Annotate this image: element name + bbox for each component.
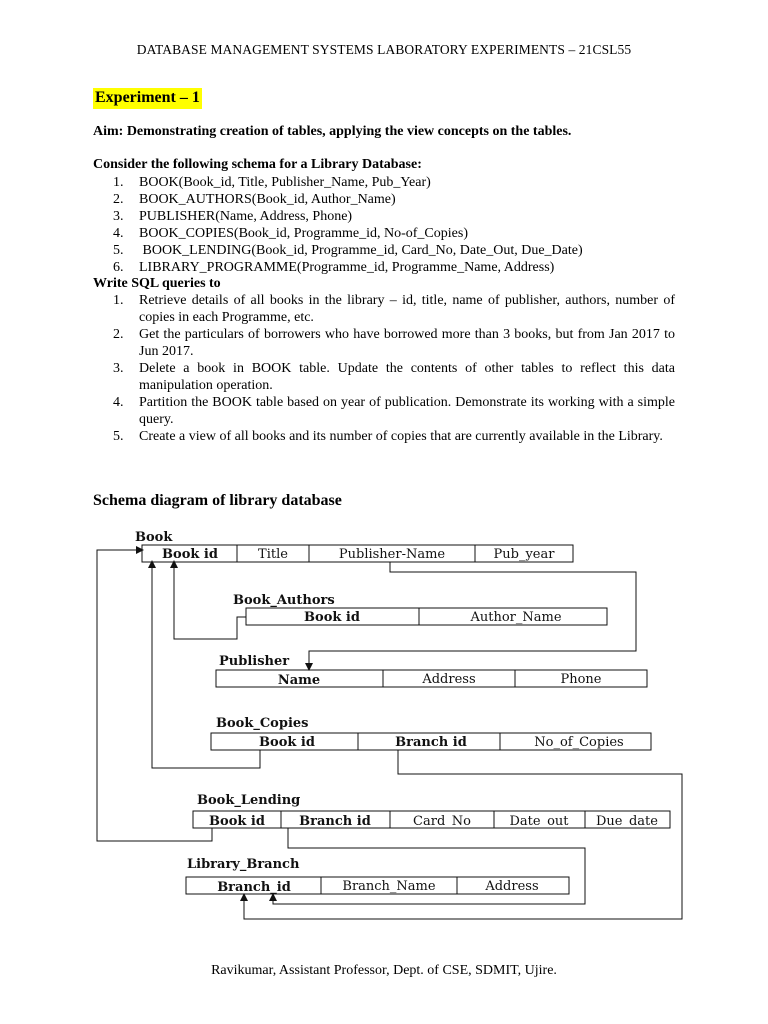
query-item [93,292,675,326]
page-footer: Ravikumar, Assistant Professor, Dept. of CSE, SDMIT, Ujire. [211,963,557,978]
book-lending-table-name: Book_Lending [197,793,301,808]
book-lending-col-card-no: Card_No [413,814,471,829]
schema-item [93,191,675,208]
schema-item-number: 1. [113,175,124,190]
schema-item-text: BOOK_COPIES(Book_id, Programme_id, No-of_Copies) [139,226,468,241]
book-authors-col-book-id: Book id [304,610,360,625]
library-branch-col-branch-id: Branch_id [217,880,291,895]
schema-item-text: BOOK_AUTHORS(Book_id, Author_Name) [139,192,396,207]
schema-item [93,208,675,225]
schema-item [93,259,675,276]
book-authors-table-name: Book_Authors [233,593,335,608]
schema-item-number: 6. [113,260,124,275]
schema-item-text: PUBLISHER(Name, Address, Phone) [139,209,353,224]
schema-item-text: LIBRARY_PROGRAMME(Programme_id, Programme_Name, Address) [139,260,555,275]
query-item-number: 1. [113,293,124,308]
book-authors-col-author-name: Author_Name [470,610,562,625]
query-item-text: Delete a book in BOOK table. Update the contents of other tables to reflect this data manipulation operation. [139,361,675,393]
schema-item-number: 3. [113,209,124,224]
query-item [93,428,675,445]
schema-item [93,174,675,191]
experiment-title: Experiment – 1 [93,88,202,109]
page-header: DATABASE MANAGEMENT SYSTEMS LABORATORY EXPERIMENTS – 21CSL55 [136,42,632,57]
query-item [93,360,675,394]
query-item-number: 4. [113,395,124,410]
query-item [93,394,675,428]
library-branch-table-name: Library_Branch [187,857,300,872]
schema-item-text: BOOK_LENDING(Book_id, Programme_id, Card_No, Date_Out, Due_Date) [139,243,583,258]
query-item [93,326,675,360]
schema-item-number: 4. [113,226,124,241]
schema-list [93,174,675,276]
book-lending-col-due-date: Due_date [596,814,658,829]
library-branch-col-branch-name: Branch_Name [342,879,436,894]
book-copies-table-name: Book_Copies [216,716,309,731]
book-col-title: Title [258,547,288,562]
library-branch-col-address: Address [485,879,539,894]
book-copies-col-branch-id: Branch id [395,735,467,750]
write-sql-heading: Write SQL queries to [93,276,221,291]
book-copies-col-book-id: Book id [259,735,315,750]
connector-lending-to-book [97,550,212,841]
book-col-pub-year: Pub_year [493,547,555,562]
schema-item-number: 5. [113,243,124,258]
book-copies-col-no-of-copies: No_of_Copies [534,735,624,750]
schema-item [93,225,675,242]
publisher-col-phone: Phone [560,672,602,687]
publisher-col-address: Address [422,672,476,687]
book-lending-col-date-out: Date_out [509,814,569,829]
diagram-title: Schema diagram of library database [93,492,342,509]
publisher-table-name: Publisher [219,654,290,669]
query-item-text: Create a view of all books and its number of copies that are currently available in the Library. [139,429,663,444]
query-item-number: 5. [113,429,124,444]
query-list [93,292,675,445]
schema-item [93,242,675,259]
publisher-col-name: Name [277,673,321,688]
book-lending-col-branch-id: Branch id [299,814,371,829]
book-col-publisher-name: Publisher-Name [338,547,446,562]
schema-item-number: 2. [113,192,124,207]
schema-diagram [0,520,768,940]
query-item-text: Retrieve details of all books in the library – id, title, name of publisher, authors, number of copies in each Programme, etc. [139,293,675,325]
book-table-name: Book [135,530,173,545]
query-item-number: 2. [113,327,124,342]
aim-text: Aim: Demonstrating creation of tables, applying the view concepts on the tables. [93,124,572,139]
book-lending-col-book-id: Book id [209,814,265,829]
query-item-number: 3. [113,361,124,376]
book-col-book-id: Book id [162,547,218,562]
schema-intro: Consider the following schema for a Library Database: [93,157,422,172]
schema-item-text: BOOK(Book_id, Title, Publisher_Name, Pub_Year) [139,175,431,190]
query-item-text: Partition the BOOK table based on year of publication. Demonstrate its working with a simple query. [139,395,675,427]
query-item-text: Get the particulars of borrowers who have borrowed more than 3 books, but from Jan 2017 to Jun 2017. [139,327,675,359]
